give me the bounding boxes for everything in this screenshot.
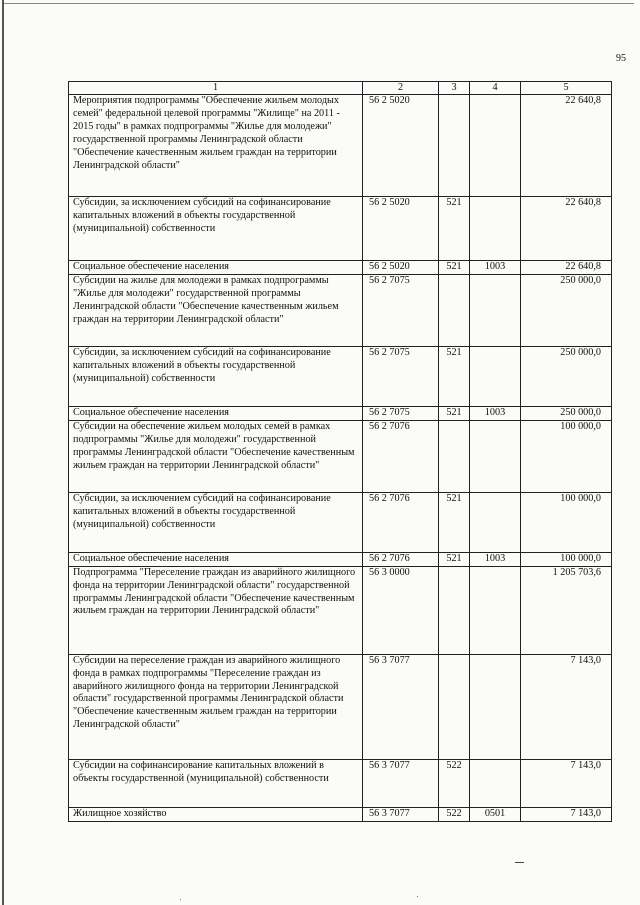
row-vr: 522 (439, 807, 470, 821)
row-vr: 522 (439, 759, 470, 807)
row-vr: 521 (439, 261, 470, 275)
row-amount: 100 000,0 (521, 552, 612, 566)
table-row (69, 492, 612, 552)
row-rz: 1003 (470, 261, 521, 275)
row-code: 56 2 7076 (363, 552, 439, 566)
row-amount: 7 143,0 (521, 759, 612, 807)
row-rz: 1003 (470, 406, 521, 420)
row-amount: 22 640,8 (521, 197, 612, 261)
row-amount: 250 000,0 (521, 274, 612, 346)
scan-top-edge (4, 3, 634, 4)
row-code: 56 2 7075 (363, 346, 439, 406)
scan-left-edge (2, 0, 4, 905)
row-rz: 1003 (470, 552, 521, 566)
table-row (69, 406, 612, 420)
row-rz (470, 759, 521, 807)
row-code: 56 2 5020 (363, 261, 439, 275)
row-vr: 521 (439, 346, 470, 406)
row-vr: 521 (439, 197, 470, 261)
table-row (69, 95, 612, 197)
row-vr: 521 (439, 492, 470, 552)
row-rz (470, 654, 521, 759)
row-rz (470, 197, 521, 261)
row-amount: 22 640,8 (521, 261, 612, 275)
budget-table-container (68, 81, 612, 822)
row-code: 56 2 7076 (363, 492, 439, 552)
row-code: 56 3 7077 (363, 654, 439, 759)
row-amount: 7 143,0 (521, 654, 612, 759)
row-name: Субсидии на жилье для молодежи в рамках подпрограммы "Жилье для молодежи" государственной программы Ленинградской области "Обеспечение качественным жильем граждан на территории Ленинградской области" (69, 274, 363, 346)
table-header-row (69, 82, 612, 95)
row-code: 56 2 7075 (363, 406, 439, 420)
row-amount: 100 000,0 (521, 492, 612, 552)
row-name: Социальное обеспечение населения (69, 261, 363, 275)
row-name: Субсидии, за исключением субсидий на софинансирование капитальных вложений в объекты государственной (муниципальной) собственности (69, 197, 363, 261)
header-col-1: 1 (69, 82, 363, 95)
row-vr: 521 (439, 406, 470, 420)
header-col-5: 5 (521, 82, 612, 95)
row-code: 56 2 5020 (363, 95, 439, 197)
row-amount: 7 143,0 (521, 807, 612, 821)
header-col-2: 2 (363, 82, 439, 95)
scan-speck (417, 896, 418, 897)
scan-speck (180, 899, 181, 900)
table-row (69, 197, 612, 261)
budget-table (68, 81, 612, 822)
row-amount: 250 000,0 (521, 346, 612, 406)
row-vr: 521 (439, 552, 470, 566)
row-vr (439, 274, 470, 346)
row-name: Мероприятия подпрограммы "Обеспечение жильем молодых семей" федеральной целевой программы "Жилище" на 2011 - 2015 годы" в рамках подпрограммы "Жилье для молодежи" государственной программы Ленинградской области "Обеспечение качественным жильем граждан на территории Ленинградской области" (69, 95, 363, 197)
header-col-3: 3 (439, 82, 470, 95)
row-name: Субсидии, за исключением субсидий на софинансирование капитальных вложений в объекты государственной (муниципальной) собственности (69, 492, 363, 552)
row-rz (470, 566, 521, 654)
row-name: Субсидии, за исключением субсидий на софинансирование капитальных вложений в объекты государственной (муниципальной) собственности (69, 346, 363, 406)
row-rz (470, 492, 521, 552)
row-rz (470, 420, 521, 492)
header-col-4: 4 (470, 82, 521, 95)
row-code: 56 3 0000 (363, 566, 439, 654)
row-code: 56 3 7077 (363, 759, 439, 807)
row-amount: 1 205 703,6 (521, 566, 612, 654)
row-code: 56 3 7077 (363, 807, 439, 821)
table-row (69, 552, 612, 566)
table-row (69, 261, 612, 275)
row-rz: 0501 (470, 807, 521, 821)
row-name: Жилищное хозяйство (69, 807, 363, 821)
table-row (69, 759, 612, 807)
row-name: Субсидии на обеспечение жильем молодых семей в рамках подпрограммы "Жилье для молодежи" государственной программы Ленинградской области "Обеспечение качественным жильем граждан на территории Ленинградской области" (69, 420, 363, 492)
row-vr (439, 95, 470, 197)
page-number: 95 (616, 53, 626, 64)
row-name: Субсидии на софинансирование капитальных вложений в объекты государственной (муниципальной) собственности (69, 759, 363, 807)
row-vr (439, 566, 470, 654)
scan-mark (515, 862, 524, 863)
row-name: Подпрограмма "Переселение граждан из аварийного жилищного фонда на территории Ленинградской области" государственной программы Ленинградской области "Обеспечение качественным жильем граждан на территории Ленинградской области" (69, 566, 363, 654)
row-rz (470, 95, 521, 197)
row-code: 56 2 5020 (363, 197, 439, 261)
table-row (69, 346, 612, 406)
row-name: Субсидии на переселение граждан из аварийного жилищного фонда в рамках подпрограммы "Переселение граждан из аварийного жилищного фонда на территории Ленинградской области" государственной программы Ленинградской области "Обеспечение качественным жильем граждан на территории Ленинградской области" (69, 654, 363, 759)
table-row (69, 274, 612, 346)
table-row (69, 420, 612, 492)
row-rz (470, 346, 521, 406)
row-vr (439, 654, 470, 759)
row-code: 56 2 7075 (363, 274, 439, 346)
row-amount: 100 000,0 (521, 420, 612, 492)
row-amount: 22 640,8 (521, 95, 612, 197)
row-amount: 250 000,0 (521, 406, 612, 420)
row-name: Социальное обеспечение населения (69, 406, 363, 420)
row-vr (439, 420, 470, 492)
row-name: Социальное обеспечение населения (69, 552, 363, 566)
table-row (69, 807, 612, 821)
table-row (69, 654, 612, 759)
row-code: 56 2 7076 (363, 420, 439, 492)
row-rz (470, 274, 521, 346)
table-row (69, 566, 612, 654)
